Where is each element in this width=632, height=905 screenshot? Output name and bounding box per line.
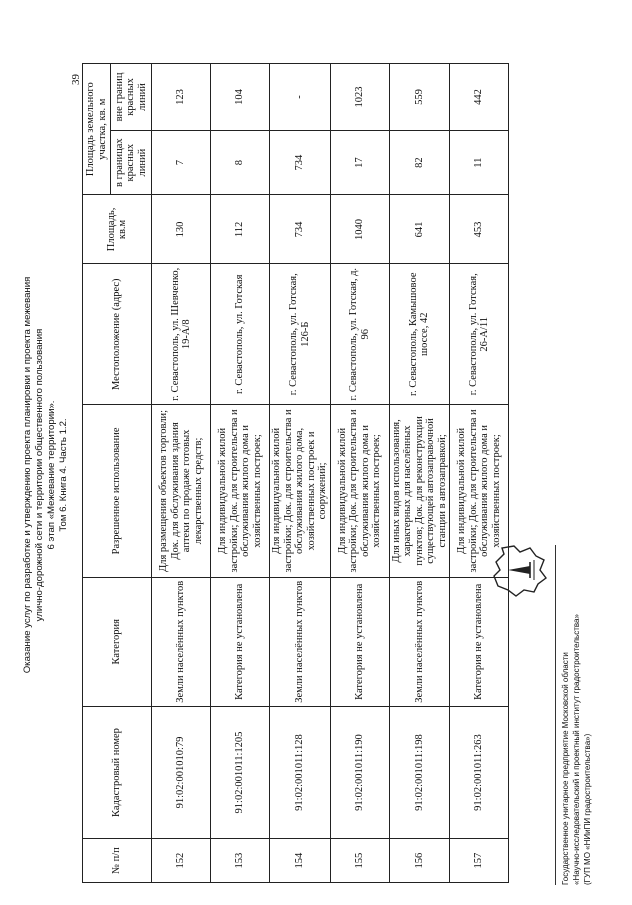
cell-category: Земли населённых пунктов <box>152 577 211 706</box>
cell-outside: - <box>270 64 331 131</box>
cell-cadastral: 91:02:001011:190 <box>330 706 389 838</box>
document-footer <box>560 614 593 885</box>
cell-outside: 442 <box>450 64 509 131</box>
header-permitted-use: Разрешенное использование <box>83 405 152 578</box>
header-line-2: улично-дорожной сети и территории общественного пользования <box>34 328 45 622</box>
cell-area: 112 <box>211 195 270 264</box>
table-row <box>152 64 211 883</box>
cell-category: Земли населённых пунктов <box>270 577 331 706</box>
cell-cadastral: 91:02:001011:1205 <box>211 706 270 838</box>
table-row <box>270 64 331 883</box>
document-header <box>22 85 70 865</box>
cell-num: 153 <box>211 839 270 883</box>
cell-category: Категория не установлена <box>450 577 509 706</box>
cell-num: 152 <box>152 839 211 883</box>
cell-location: г. Севастополь, ул. Готская, 126-Б <box>270 264 331 405</box>
footer-divider <box>555 545 556 885</box>
cell-within: 82 <box>389 130 450 195</box>
cell-cadastral: 91:02:001011:128 <box>270 706 331 838</box>
cell-outside: 559 <box>389 64 450 131</box>
cell-category: Земли населённых пунктов <box>389 577 450 706</box>
cell-num: 156 <box>389 839 450 883</box>
header-location: Местоположение (адрес) <box>83 264 152 405</box>
cell-permitted-use: Для индивидуальной жилой застройки; Док. для строительства и обслуживания жилого дома, хозяйственных построек и сооружений; <box>270 405 331 578</box>
header-cadastral: Кадастровый номер <box>83 706 152 838</box>
cell-permitted-use: Для иных видов использования, характерных для населённых пунктов; Док. для реконструкции существующей автозаправочной станции в автозаправкой; <box>389 405 450 578</box>
cell-location: г. Севастополь, ул. Готская, д. 96 <box>330 264 389 405</box>
header-area: Площадь, кв.м <box>83 195 152 264</box>
cell-within: 8 <box>211 130 270 195</box>
cell-cadastral: 91:02:001011:263 <box>450 706 509 838</box>
header-line-1: Оказание услуг по разработке и утверждению проекта планировки и проекта межевания <box>22 276 33 674</box>
cell-permitted-use: Для индивидуальной жилой застройки; Док. для строительства и обслуживания жилого дома и хозяйственных построек; <box>330 405 389 578</box>
footer-line-3: (ГУП МО «НИиПИ градостроительства») <box>583 733 592 885</box>
header-num: № п/п <box>83 839 152 883</box>
header-category: Категория <box>83 577 152 706</box>
niipi-logo-icon <box>490 540 550 600</box>
cell-location: г. Севастополь, ул. Готская, 26-А/11 <box>450 264 509 405</box>
header-line-4: Том 6. Книга 4. Часть 1.2. <box>58 418 69 532</box>
page-number: 39 <box>70 74 82 85</box>
header-line-3: 6 этап «Межевание территории». <box>46 400 57 550</box>
table-row <box>211 64 270 883</box>
cell-permitted-use: Для размещения объектов торговли; Док. для обслуживания здания аптеки по продаже готовых лекарственных средств; <box>152 405 211 578</box>
cell-location: г. Севастополь, ул. Готская <box>211 264 270 405</box>
cell-num: 157 <box>450 839 509 883</box>
cell-location: г. Севастополь, Камышовое шоссе, 42 <box>389 264 450 405</box>
cell-within: 7 <box>152 130 211 195</box>
cell-cadastral: 91:02:001010:79 <box>152 706 211 838</box>
cell-area: 1040 <box>330 195 389 264</box>
footer-line-1: Государственное унитарное предприятие Московской области <box>561 652 570 885</box>
cell-location: г. Севастополь, ул. Шевченко, 19-А/8 <box>152 264 211 405</box>
header-outside-red-lines: вне границ красных линий <box>111 64 152 131</box>
cell-area: 130 <box>152 195 211 264</box>
cell-permitted-use: Для индивидуальной жилой застройки; Док. для строительства и обслуживания жилого дома и хозяйственных построек; <box>211 405 270 578</box>
cell-permitted-use: Для индивидуальной жилой застройки; Док. для строительства и обслуживания жилого дома и хозяйственных построек; <box>450 405 509 578</box>
table-row <box>330 64 389 883</box>
footer-line-2: «Научно-исследовательский и проектный институт градостроительства» <box>572 614 581 885</box>
cell-outside: 104 <box>211 64 270 131</box>
table-row <box>450 64 509 883</box>
header-land-area-group: Площадь земельного участка, кв. м <box>83 64 111 195</box>
cell-category: Категория не установлена <box>211 577 270 706</box>
cell-num: 155 <box>330 839 389 883</box>
land-plots-table <box>82 63 509 883</box>
cell-cadastral: 91:02:001011:198 <box>389 706 450 838</box>
cell-within: 734 <box>270 130 331 195</box>
cell-area: 734 <box>270 195 331 264</box>
header-within-red-lines: в границах красных линий <box>111 130 152 195</box>
cell-category: Категория не установлена <box>330 577 389 706</box>
cell-within: 17 <box>330 130 389 195</box>
cell-within: 11 <box>450 130 509 195</box>
table-row <box>389 64 450 883</box>
cell-num: 154 <box>270 839 331 883</box>
cell-area: 641 <box>389 195 450 264</box>
cell-outside: 123 <box>152 64 211 131</box>
cell-area: 453 <box>450 195 509 264</box>
cell-outside: 1023 <box>330 64 389 131</box>
